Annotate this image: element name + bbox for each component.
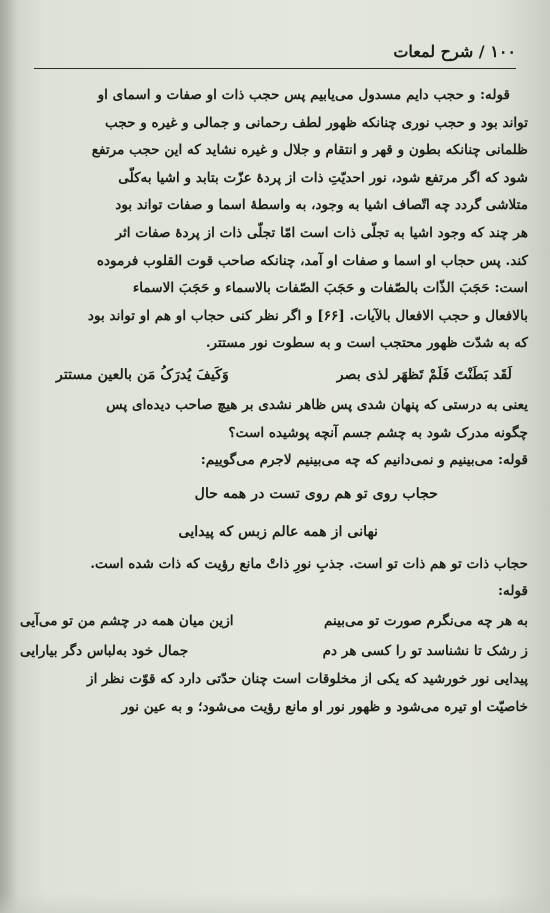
scan-bottom-shade bbox=[0, 893, 550, 913]
persian-couplet bbox=[16, 636, 528, 666]
text-line: چگونه مدرک شود به چشم جسم آنچه پوشیده است؟ bbox=[228, 424, 528, 441]
verse-hemistich-first: به هر چه می‌نگرم صورت تو می‌بینم bbox=[323, 612, 528, 629]
verse-line: حجاب روی تو هم روی تست در همه حال bbox=[194, 485, 438, 502]
arabic-verse bbox=[16, 358, 528, 392]
text-line: خاصیّت او تیره می‌شود و ظهور نور او مانع رؤیت می‌شود؛ و به عین نور bbox=[121, 698, 528, 715]
text-line: هر چند که وجود اشیا به تجلّی ذات است امّا تجلّی ذات از پردهٔ صفات اثر bbox=[115, 224, 528, 241]
text-line: یعنی به درستی که پنهان شدی پس ظاهر نشدی بر هیچ صاحب دیده‌ای پس bbox=[106, 396, 528, 413]
persian-couplet bbox=[16, 606, 528, 636]
text-line: کند. پس حجاب او اسما و صفات او آمد، چنانکه صاحب قوت القلوب فرموده bbox=[96, 252, 528, 269]
text-line: است: حَجَبَ الذّات بالصّفات و حَجَبَ الصّفات بالاسماء و حَجَبَ الاسماء bbox=[132, 280, 528, 297]
text-line: حجاب ذات تو هم ذات تو است. جذبِ نورِ ذاتْ مانع رؤیت که ذات شده است. bbox=[90, 555, 528, 572]
section-heading: قوله: می‌بینیم و نمی‌دانیم که چه می‌بینیم لاجرم می‌گوییم: bbox=[200, 452, 528, 469]
verse-hemistich-second: جمال خود به‌لباس دگر بیارایی bbox=[20, 642, 189, 659]
text-line: که به شدّت ظهور محتجب است و به سطوت نور مستتر. bbox=[205, 335, 528, 352]
verse-hemistich-first: لَقَد بَطَنْتَ فَلَمْ تَظهَر لذی بصر bbox=[336, 366, 512, 383]
text-line: شود که اگر مرتفع شود، نور احدیّتِ ذات از پردهٔ عزّت بتابد و اشیا به‌کلّی bbox=[118, 169, 528, 186]
verse-hemistich-first: ز رشک تا نشناسد تو را کسی هر دم bbox=[322, 642, 528, 659]
verse-hemistich-second: وَکَیفَ یُدرَکُ مَن بالعین مستتر bbox=[56, 366, 229, 383]
verse-hemistich-second: ازین میان همه در چشم من تو می‌آیی bbox=[20, 612, 234, 629]
running-title: ۱۰۰ / شرح لمعات bbox=[393, 42, 516, 61]
text-line: متلاشی گردد چه اتّصاف اشیا به وجود، به واسطهٔ اسما و صفات تواند بود bbox=[115, 197, 528, 214]
section-heading: قوله: bbox=[498, 583, 528, 600]
verse-line: نهانی از همه عالم زبس که پیدایی bbox=[178, 523, 378, 540]
text-line: قوله: و حجب دایم مسدول می‌یابیم پس حجب ذات او صفات و اسمای او bbox=[97, 87, 510, 103]
text-line: ظلمانی چنانکه بطون و قهر و انتقام و جلال و غیره نشاید که این حجب مرتفع bbox=[91, 142, 528, 159]
running-header bbox=[34, 36, 516, 69]
page-body bbox=[16, 82, 528, 721]
text-line: بالافعال و حجب الافعال بالآیات. [۶۶] و اگر نظر کنی حجاب او هم او تواند بود bbox=[87, 307, 528, 324]
text-line: پیدایی نور خورشید که یکی از مخلوقات است چنان حدّتی دارد که قوّت نظر از bbox=[87, 670, 528, 687]
text-line: تواند بود و حجب نوری چنانکه ظهور لطف رحمانی و جمالی و غیره و حجب bbox=[105, 114, 528, 131]
